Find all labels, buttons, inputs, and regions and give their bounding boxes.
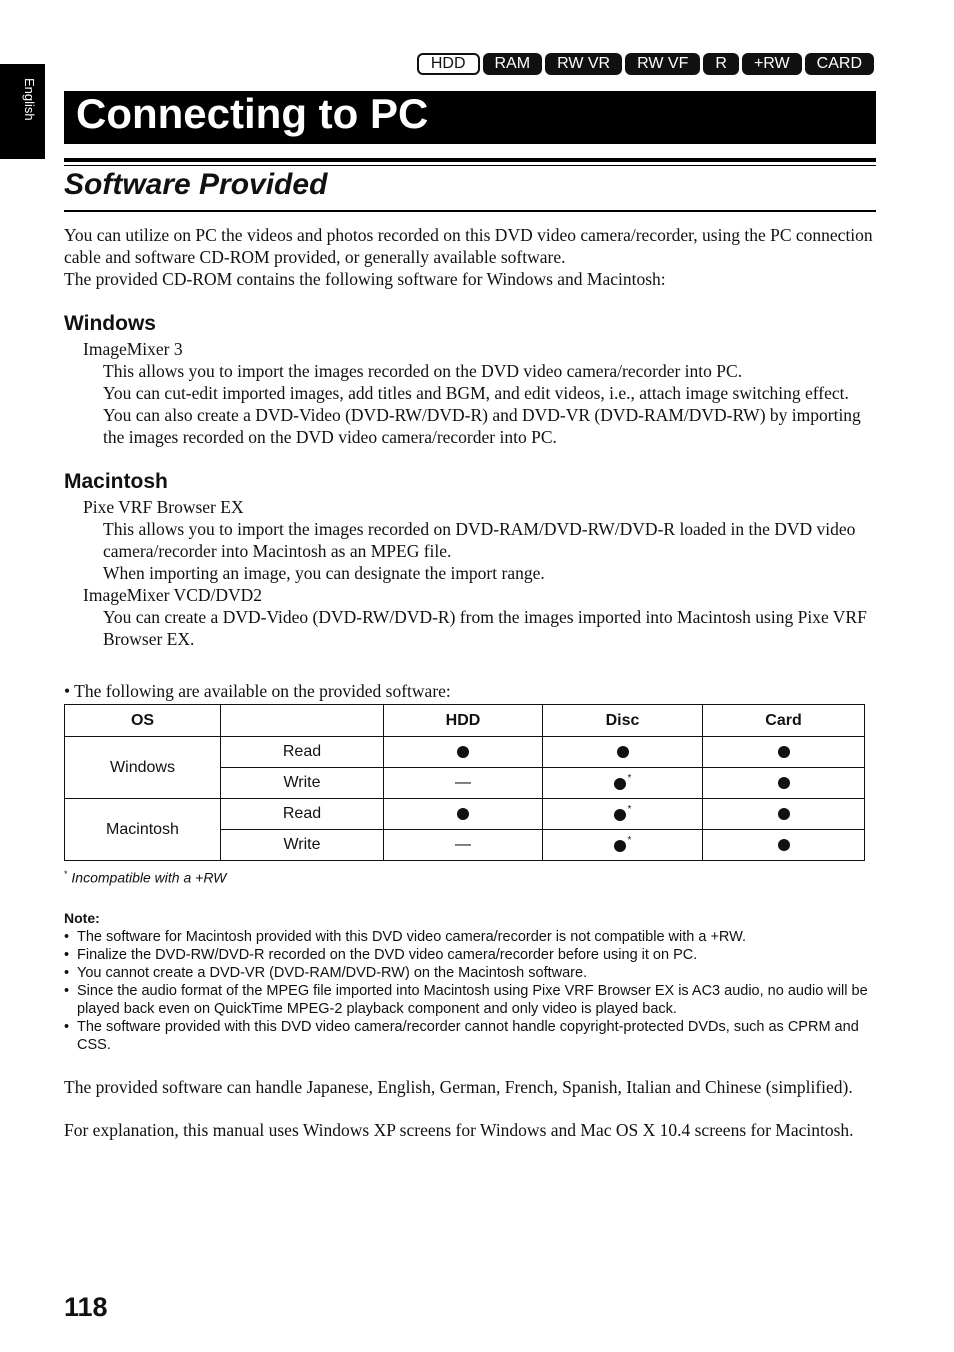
table-row: [65, 737, 865, 768]
cell-mode-write: Write: [221, 830, 384, 861]
note-list: [64, 928, 876, 1054]
badge-r: R: [703, 53, 739, 75]
available-dot-icon: [617, 746, 629, 758]
mac-software-name-2: ImageMixer VCD/DVD2: [83, 585, 263, 605]
badge-ram: RAM: [483, 53, 543, 75]
badge-card: CARD: [805, 53, 874, 75]
cell-card: [703, 768, 865, 799]
cell-disc: [543, 737, 703, 768]
language-tab-label: English: [22, 78, 37, 121]
cell-disc: [543, 799, 703, 830]
cell-hdd-unavailable: —: [384, 768, 543, 799]
cell-disc: [543, 768, 703, 799]
media-badges: [417, 53, 874, 75]
table-row: [65, 799, 865, 830]
cell-card: [703, 737, 865, 768]
cell-card: [703, 830, 865, 861]
mac-desc-3: You can create a DVD-Video (DVD-RW/DVD-R) from the images imported into Macintosh using Pixe VRF Browser EX.: [103, 607, 867, 649]
cell-mode-read: Read: [221, 737, 384, 768]
divider-thin: [64, 165, 876, 166]
badge-rw-vf: RW VF: [625, 53, 700, 75]
cell-os-macintosh: Macintosh: [65, 799, 221, 861]
cell-card: [703, 799, 865, 830]
available-dot-icon: [457, 808, 469, 820]
available-dot-icon: [457, 746, 469, 758]
list-item: • The software for Macintosh provided with this DVD video camera/recorder is not compatible with a +RW.: [64, 928, 876, 946]
list-item: • Finalize the DVD-RW/DVD-R recorded on the DVD video camera/recorder before using it on PC.: [64, 946, 876, 964]
main-content: [64, 224, 876, 1141]
footnote-mark: *: [64, 869, 68, 879]
cell-mode-read: Read: [221, 799, 384, 830]
footnote-marker: *: [627, 803, 632, 815]
closing-paragraph-1: The provided software can handle Japanese, English, German, French, Spanish, Italian and Chinese (simplified).: [64, 1076, 853, 1097]
section-title: Software Provided: [64, 168, 328, 201]
intro-paragraph-1: You can utilize on PC the videos and photos recorded on this DVD video camera/recorder, using the PC connection cable and software CD-ROM provided, or generally available software.: [64, 225, 873, 267]
table-header-row: [65, 705, 865, 737]
badge-hdd: HDD: [417, 53, 480, 75]
cell-os-windows: Windows: [65, 737, 221, 799]
badge-plus-rw: +RW: [742, 53, 802, 75]
available-dot-icon: [614, 840, 626, 852]
available-dot-icon: [778, 839, 790, 851]
divider-thick: [64, 158, 876, 162]
header-hdd: HDD: [384, 705, 543, 737]
cell-hdd-unavailable: —: [384, 830, 543, 861]
closing-paragraph-2: For explanation, this manual uses Windows XP screens for Windows and Mac OS X 10.4 screens for Macintosh.: [64, 1119, 854, 1140]
footnote-text: Incompatible with a +RW: [71, 869, 227, 886]
list-item: • Since the audio format of the MPEG file imported into Macintosh using Pixe VRF Browser EX is AC3 audio, no audio will be played back even on QuickTime MPEG-2 playback component and only video is played back.: [64, 982, 876, 1018]
available-dot-icon: [614, 809, 626, 821]
list-item: • The software provided with this DVD video camera/recorder cannot handle copyright-protected DVDs, such as CPRM and CSS.: [64, 1018, 876, 1054]
windows-desc-2: You can cut-edit imported images, add titles and BGM, and edit videos, i.e., attach image switching effect.: [103, 383, 849, 403]
note-label: Note:: [64, 909, 100, 926]
windows-heading: Windows: [64, 312, 156, 335]
available-dot-icon: [778, 777, 790, 789]
header-blank: [221, 705, 384, 737]
header-os: OS: [65, 705, 221, 737]
cell-disc: [543, 830, 703, 861]
cell-hdd: [384, 799, 543, 830]
availability-table: [64, 704, 865, 861]
mac-software-name-1: Pixe VRF Browser EX: [83, 497, 244, 517]
page-title: Connecting to PC: [76, 90, 429, 137]
list-item: • You cannot create a DVD-VR (DVD-RAM/DVD-RW) on the Macintosh software.: [64, 964, 876, 982]
table-footnote: [64, 869, 876, 886]
page-number: 118: [64, 1292, 108, 1322]
macintosh-heading: Macintosh: [64, 470, 168, 493]
table-intro: • The following are available on the provided software:: [64, 681, 451, 701]
cell-hdd: [384, 737, 543, 768]
header-card: Card: [703, 705, 865, 737]
title-bar: [64, 91, 876, 144]
mac-desc-1: This allows you to import the images recorded on DVD-RAM/DVD-RW/DVD-R loaded in the DVD video camera/recorder into Macintosh as an MPEG file.: [103, 519, 856, 561]
divider-section: [64, 210, 876, 212]
mac-desc-2: When importing an image, you can designate the import range.: [103, 563, 545, 583]
cell-mode-write: Write: [221, 768, 384, 799]
header-disc: Disc: [543, 705, 703, 737]
available-dot-icon: [614, 778, 626, 790]
intro-paragraph-2: The provided CD-ROM contains the following software for Windows and Macintosh:: [64, 269, 666, 289]
footnote-marker: *: [627, 772, 632, 784]
available-dot-icon: [778, 808, 790, 820]
badge-rw-vr: RW VR: [545, 53, 622, 75]
windows-desc-1: This allows you to import the images recorded on the DVD video camera/recorder into PC.: [103, 361, 743, 381]
available-dot-icon: [778, 746, 790, 758]
windows-desc-3: You can also create a DVD-Video (DVD-RW/DVD-R) and DVD-VR (DVD-RAM/DVD-RW) by importing the images recorded on the DVD video camera/recorder into PC.: [103, 405, 861, 447]
windows-software-name: ImageMixer 3: [83, 339, 183, 359]
footnote-marker: *: [627, 834, 632, 846]
language-tab: [0, 64, 45, 159]
